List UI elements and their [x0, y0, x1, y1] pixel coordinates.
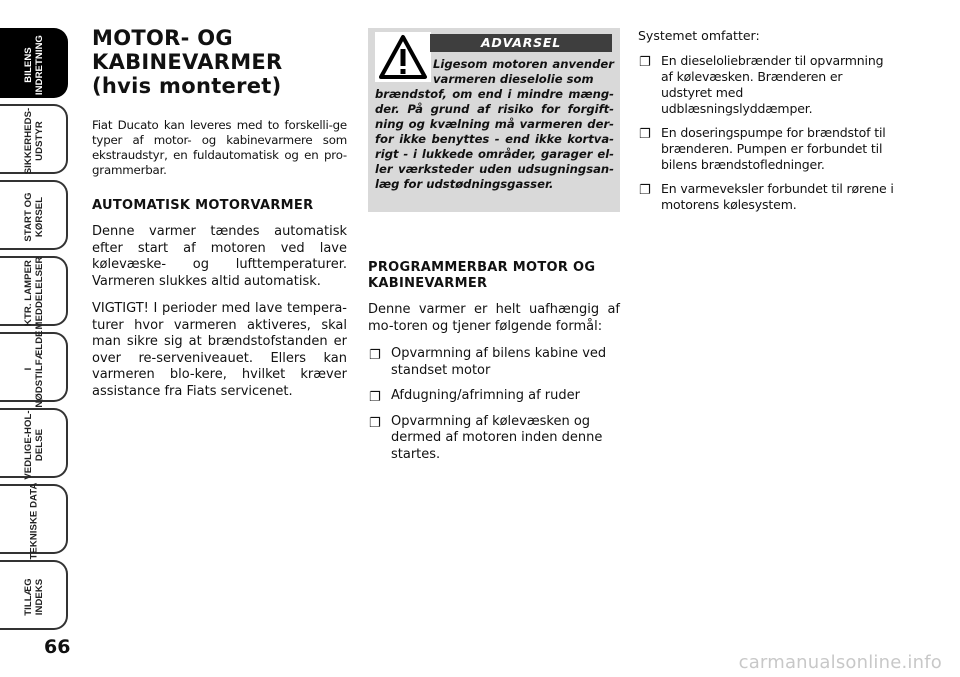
title-line: (hvis monteret) — [92, 74, 282, 98]
system-list — [638, 53, 896, 213]
checkbox-icon: ❐ — [639, 127, 651, 142]
column-middle — [368, 28, 620, 472]
purpose-list — [368, 346, 620, 463]
list-item: ❐ Opvarmning af bilens kabine ved standset motor — [369, 346, 607, 378]
tab-label: TILLÆG INDEKS — [23, 578, 45, 616]
section-heading-programmable: PROGRAMMERBAR MOTOR OG KABINEVARMER — [368, 260, 596, 291]
programmable-intro: Denne varmer er helt uafhængig af mo-toren og tjener følgende formål: — [368, 302, 620, 334]
tab-label: VEDLIGE-HOL- DELSE — [23, 410, 45, 480]
tab-label: TEKNISKE DATA — [28, 482, 40, 560]
tab-tekniske-data[interactable] — [0, 482, 68, 560]
checkbox-icon: ❐ — [639, 55, 651, 70]
tab-nodstilfaelde[interactable] — [0, 330, 68, 408]
warning-text-first: Ligesom motoren anvender varmeren dieselolie som — [433, 57, 614, 86]
warning-triangle-icon — [375, 32, 431, 82]
system-intro: Systemet omfatter: — [638, 28, 760, 43]
title-line: KABINEVARMER — [92, 50, 283, 74]
warning-badge: ADVARSEL — [430, 34, 612, 52]
column-left — [92, 26, 347, 411]
tab-start-og-korsel[interactable] — [0, 180, 68, 250]
tab-sikkerhedsudstyr[interactable] — [0, 104, 68, 174]
watermark: carmanualsonline.info — [738, 652, 942, 673]
list-item: ❐ Afdugning/afrimning af ruder — [369, 388, 580, 405]
checkbox-icon: ❐ — [369, 348, 381, 363]
tab-label: BILENS INDRETNING — [23, 34, 45, 96]
title-line: MOTOR- OG — [92, 26, 233, 50]
checkbox-icon: ❐ — [369, 415, 381, 431]
tab-label: I NØDSTILFÆLDE — [23, 330, 45, 408]
automatic-paragraph: Denne varmer tændes automatisk efter start af motoren ved lave kølevæske- og lufttemperaturer. Varmeren slukkes altid automatisk. — [92, 224, 347, 289]
tab-bilens-indretning[interactable] — [0, 28, 68, 98]
important-paragraph: VIGTIGT! I perioder med lave tempera-turer hvor varmeren aktiveres, skal man sikre sig at brændstofstanden er over re-serveniveauet. Ellers kan varmeren blo-kere, hvilket kræver assistance fra Fiats servicenet. — [92, 301, 347, 399]
tab-label: START OG KØRSEL — [23, 192, 45, 242]
tab-label: KTR. LAMPER MEDDELELSER — [23, 256, 45, 330]
checkbox-icon: ❐ — [369, 390, 381, 405]
page-number: 66 — [44, 636, 71, 658]
warning-box — [368, 28, 620, 212]
list-item: ❐ En varmeveksler forbundet til rørene i motorens kølesystem. — [639, 181, 894, 212]
page-title — [92, 26, 347, 98]
warning-text-rest: brændstof, om end i mindre mæng-der. På grund af risiko for forgift-ning og kvælning må varmeren der-for ikke benyttes - end ikke kortva-rigt - i lukkede områder, garager el-ler værksteder uden udsugningsan-læg for udstødningsgasser. — [375, 87, 614, 191]
tab-vedligeholdelse[interactable] — [0, 408, 68, 478]
checkbox-icon: ❐ — [639, 183, 651, 198]
intro-paragraph: Fiat Ducato kan leveres med to forskelli-ge typer af motor- og kabinevarmere som ekstraudstyr, en fuldautomatisk og en pro-grammerbar. — [92, 118, 347, 177]
list-item: ❐ En dieseloliebrænder til opvarmning af kølevæsken. Brænderen er udstyret med udblæsningslyddæmper. — [639, 53, 884, 116]
tab-kontrollamper[interactable] — [0, 256, 68, 330]
tab-tillaeg-indeks[interactable] — [0, 560, 68, 630]
list-item: ❐ Opvarmning af kølevæsken og dermed af motoren inden denne startes. — [369, 413, 603, 462]
column-right — [638, 28, 896, 221]
section-heading-automatic: AUTOMATISK MOTORVARMER — [92, 198, 314, 213]
tab-label: SIKKERHEDS- UDSTYR — [23, 107, 45, 175]
list-item: ❐ En doseringspumpe for brændstof til brænderen. Pumpen er forbundet til bilens brændstofledninger. — [639, 125, 886, 172]
